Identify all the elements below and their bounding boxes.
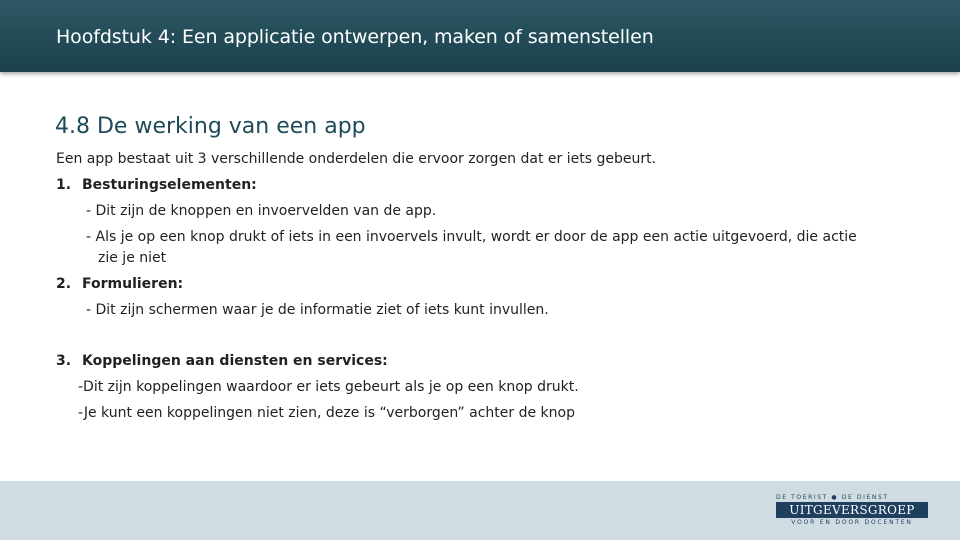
list-heading: Koppelingen aan diensten en services: xyxy=(82,353,388,369)
list-line: -Dit zijn koppelingen waardoor er iets gebeurt als je op een knop drukt. xyxy=(78,379,579,395)
list-number: 1. xyxy=(56,177,72,193)
list-line: - Als je op een knop drukt of iets in een invoervels invult, wordt er door de app een actie uitgevoerd, die actie xyxy=(86,229,857,245)
logo-tagline-top: DE TOERIST ● DE DIENST xyxy=(776,494,889,501)
intro-text: Een app bestaat uit 3 verschillende onderdelen die ervoor zorgen dat er iets gebeurt. xyxy=(56,151,657,167)
list-number: 3. xyxy=(56,353,72,369)
logo-wordmark: UITGEVERSGROEP xyxy=(776,502,928,518)
list-heading: Besturingselementen: xyxy=(82,177,257,193)
list-line: - Dit zijn schermen waar je de informatie ziet of iets kunt invullen. xyxy=(86,302,549,318)
chapter-title: Hoofdstuk 4: Een applicatie ontwerpen, maken of samenstellen xyxy=(56,26,654,48)
list-heading: Formulieren: xyxy=(82,276,184,292)
list-line: -Je kunt een koppelingen niet zien, deze is “verborgen” achter de knop xyxy=(78,405,575,421)
publisher-logo xyxy=(776,494,928,530)
list-line: zie je niet xyxy=(98,250,167,266)
list-number: 2. xyxy=(56,276,72,292)
header-bar xyxy=(0,0,960,72)
logo-tagline-bottom: VOOR EN DOOR DOCENTEN xyxy=(791,519,913,526)
list-line: - Dit zijn de knoppen en invoervelden van de app. xyxy=(86,203,437,219)
slide-title: 4.8 De werking van een app xyxy=(55,114,366,139)
